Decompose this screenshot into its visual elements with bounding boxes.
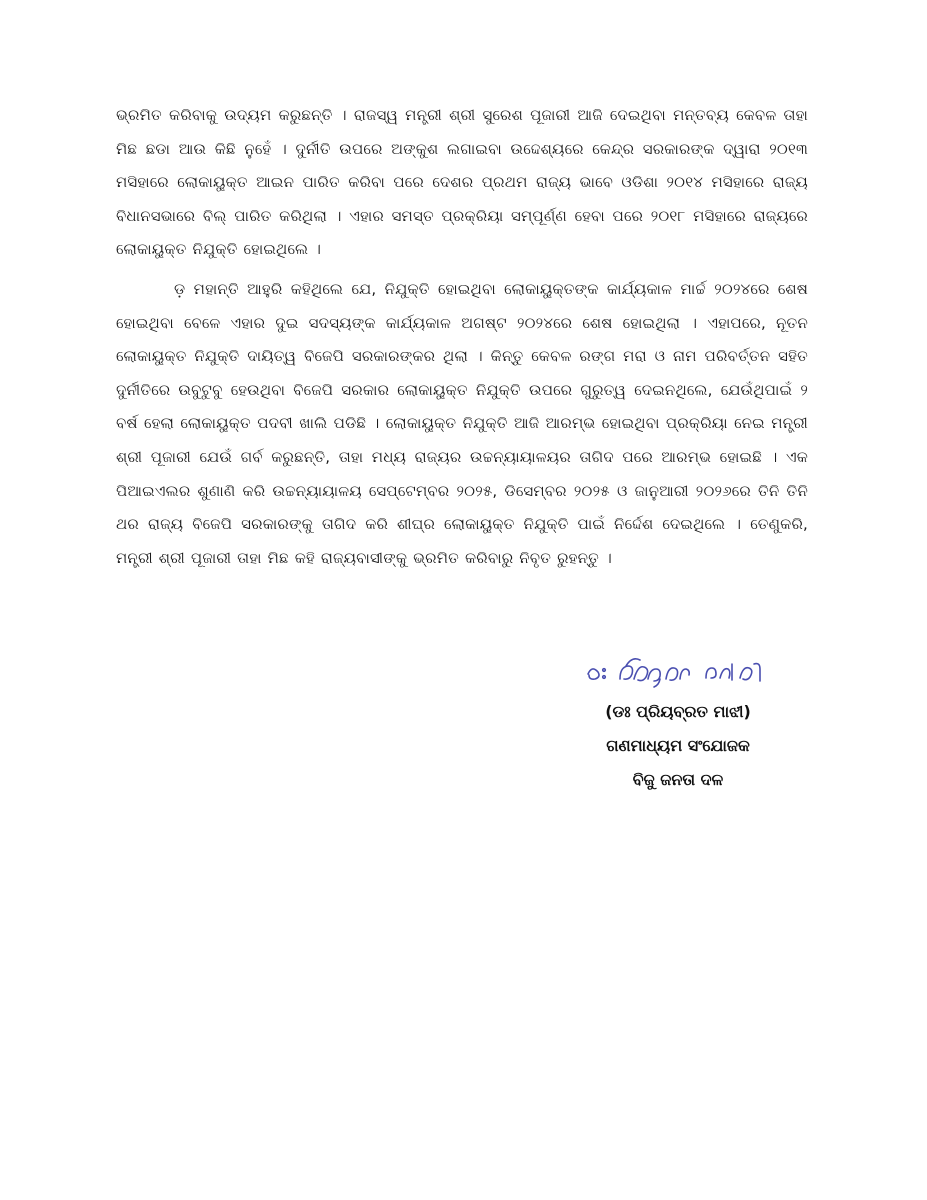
signatory-designation: ଗଣମାଧ୍ୟମ ସଂଯୋଜକ bbox=[606, 736, 750, 755]
body-paragraph-2: ଡ଼ ମହାନ୍ତି ଆହୁରି କହିଥିଲେ ଯେ, ନିଯୁକ୍ତି ହୋଇଥିବା ଲୋକାୟୁକ୍ତଙ୍କ କାର୍ଯ୍ୟକାଳ ମାର୍ଚ୍ଚ ୨୦୨୪ରେ ଶେଷ ହୋଇଥିବା ବେଳେ ଏହାର ଦୁଇ ସଦସ୍ୟଙ୍କ କାର୍ଯ୍ୟକାଳ ଅଗଷ୍ଟ ୨୦୨୪ରେ ଶେଷ ହୋଇଥିଲା । ଏହାପରେ, ନୂତନ ଲୋକାୟୁକ୍ତ ନିଯୁକ୍ତି ଦାୟିତ୍ୱ ବିଜେପି ସରକାରଙ୍କର ଥିଲା । କିନ୍ତୁ କେବଳ ରଙ୍ଗ ମରା ଓ ନାମ ପରିବର୍ତ୍ତନ ସହିତ ଦୁର୍ନୀତିରେ ଉବୁଟୁବୁ ହେଉଥିବା ବିଜେପି ସରକାର ଲୋକାୟୁକ୍ତ ନିଯୁକ୍ତି ଉପରେ ଗୁରୁତ୍ୱ ଦେଇନଥିଲେ, ଯେଉଁଥିପାଇଁ ୨ ବର୍ଷ ହେଲା ଲୋକାୟୁକ୍ତ ପଦବୀ ଖାଲି ପଡିଛି । ଲୋକାୟୁକ୍ତ ନିଯୁକ୍ତି ଆଜି ଆରମ୍ଭ ହୋଇଥିବା ପ୍ରକ୍ରିୟା ନେଇ ମନ୍ତ୍ରୀ ଶ୍ରୀ ପୂଜାରୀ ଯେଉଁ ଗର୍ବ କରୁଛନ୍ତି, ତାହା ମଧ୍ୟ ରାଜ୍ୟର ଉଚ୍ଚନ୍ୟାୟାଳୟର ତାଗିଦ ପରେ ଆରମ୍ଭ ହୋଇଛି । ଏକ ପିଆଇଏଲର ଶୁଣାଣି କରି ଉଚ୍ଚନ୍ୟାୟାଳୟ ସେପ୍ଟେମ୍ବର ୨୦୨୫, ଡିସେମ୍ବର ୨୦୨୫ ଓ ଜାନୁଆରୀ ୨୦୨୬ରେ ତିନି ତିନି ଥର ରାଜ୍ୟ ବିଜେପି ସରକାରଙ୍କୁ ତାଗିଦ କରି ଶୀଘ୍ର ଲୋକାୟୁକ୍ତ ନିଯୁକ୍ତି ପାଇଁ ନିର୍ଦ୍ଦେଶ ଦେଇଥିଲେ । ତେଣୁକରି, ମନ୍ତ୍ରୀ ଶ୍ରୀ ପୂଜାରୀ ତାହା ମିଛ କହି ରାଜ୍ୟବାସୀଙ୍କୁ ଭ୍ରମିତ କରିବାରୁ ନିବୃତ ରୁହନ୍ତୁ । bbox=[116, 280, 808, 567]
body-paragraph-1: ଭ୍ରମିତ କରିବାକୁ ଉଦ୍ୟମ କରୁଛନ୍ତି । ରାଜସ୍ୱ ମନ୍ତ୍ରୀ ଶ୍ରୀ ସୁରେଶ ପୂଜାରୀ ଆଜି ଦେଇଥିବା ମନ୍ତବ୍ୟ କେବଳ ତାହା ମିଛ ଛଡା ଆଉ କିଛି ନୁହେଁ । ଦୁର୍ନୀତି ଉପରେ ଅଙ୍କୁଶ ଲଗାଇବା ଉଦ୍ଦେଶ୍ୟରେ କେନ୍ଦ୍ର ସରକାରଙ୍କ ଦ୍ୱାରା ୨୦୧୩ ମସିହାରେ ଲୋକାୟୁକ୍ତ ଆଇନ ପାରିତ କରିବା ପରେ ଦେଶର ପ୍ରଥମ ରାଜ୍ୟ ଭାବେ ଓଡିଶା ୨୦୧୪ ମସିହାରେ ରାଜ୍ୟ ବିଧାନସଭାରେ ବିଲ୍ ପାରିତ କରିଥିଲା । ଏହାର ସମସ୍ତ ପ୍ରକ୍ରିୟା ସମ୍ପୂର୍ଣ୍ଣ ହେବା ପରେ ୨୦୧୮ ମସିହାରେ ରାଜ୍ୟରେ ଲୋକାୟୁକ୍ତ ନିଯୁକ୍ତି ହୋଇଥିଲେ । bbox=[116, 106, 808, 259]
handwritten-signature bbox=[582, 652, 782, 692]
signatory-name: (ଡଃ ପ୍ରିୟବ୍ରତ ମାଝୀ) bbox=[605, 702, 751, 721]
signatory-organization: ବିଜୁ ଜନତା ଦଳ bbox=[632, 770, 724, 789]
